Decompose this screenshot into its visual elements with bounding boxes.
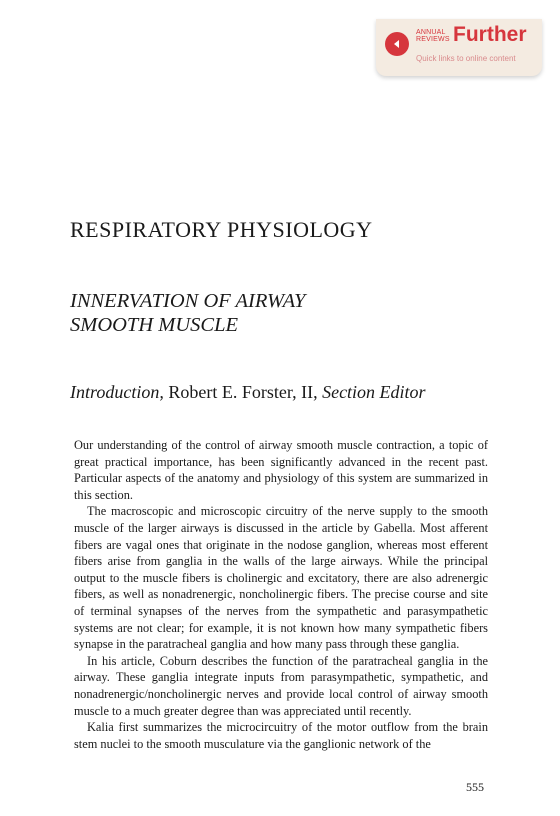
play-back-icon [385,32,409,56]
annual-reviews-logo-text: ANNUAL REVIEWS [416,29,450,43]
further-label: Further [453,23,527,46]
paragraph: In his article, Coburn describes the function of the paratracheal ganglia in the airway. These ganglia integrate inputs from parasympathetic, sympathetic, and nonadrenergic/noncholinergic nerves and provide local control of airway smooth muscle to a much greater degree than was appreciated until recently. [74,653,488,718]
byline-intro: Introduction, [70,382,164,402]
article-title-line2: SMOOTH MUSCLE [70,314,238,336]
article-title-line1: INNERVATION OF AIRWAY [70,290,306,312]
page-number: 555 [466,780,484,794]
byline [70,382,426,403]
further-banner[interactable] [376,19,542,76]
body-text [74,437,488,752]
byline-name: Robert E. Forster, II, [168,382,318,402]
byline-role: Section Editor [322,382,426,402]
paragraph: Our understanding of the control of airway smooth muscle contraction, a topic of great practical importance, has been significantly advanced in the recent past. Particular aspects of the anatomy and physiology of this system are summarized in this section. [74,438,488,502]
section-title: RESPIRATORY PHYSIOLOGY [70,217,373,242]
paragraph: The macroscopic and microscopic circuitry of the nerve supply to the smooth muscle of the larger airways is discussed in the article by Gabella. Most afferent fibers are vagal ones that originate in the nodose ganglion, whereas most efferent fibers arise from ganglia in the walls of the large airways. While the principal output to the muscle fibers is cholinergic and excitatory, there are also adrenergic fibers, as well as nonadrenergic, noncholinergic fibers. The precise course and site of terminal synapses of the nerves from the sympathetic and parasympathetic systems are not clear; for example, it is not known how many sympathetic fibers synapse in the paratracheal ganglia and how many pass through these ganglia. [74,504,488,652]
article-title [70,289,305,337]
quick-links-label: Quick links to online content [416,54,516,63]
paragraph: Kalia first summarizes the microcircuitry of the motor outflow from the brain stem nuclei to the smooth musculature via the ganglionic network of the [74,720,488,751]
